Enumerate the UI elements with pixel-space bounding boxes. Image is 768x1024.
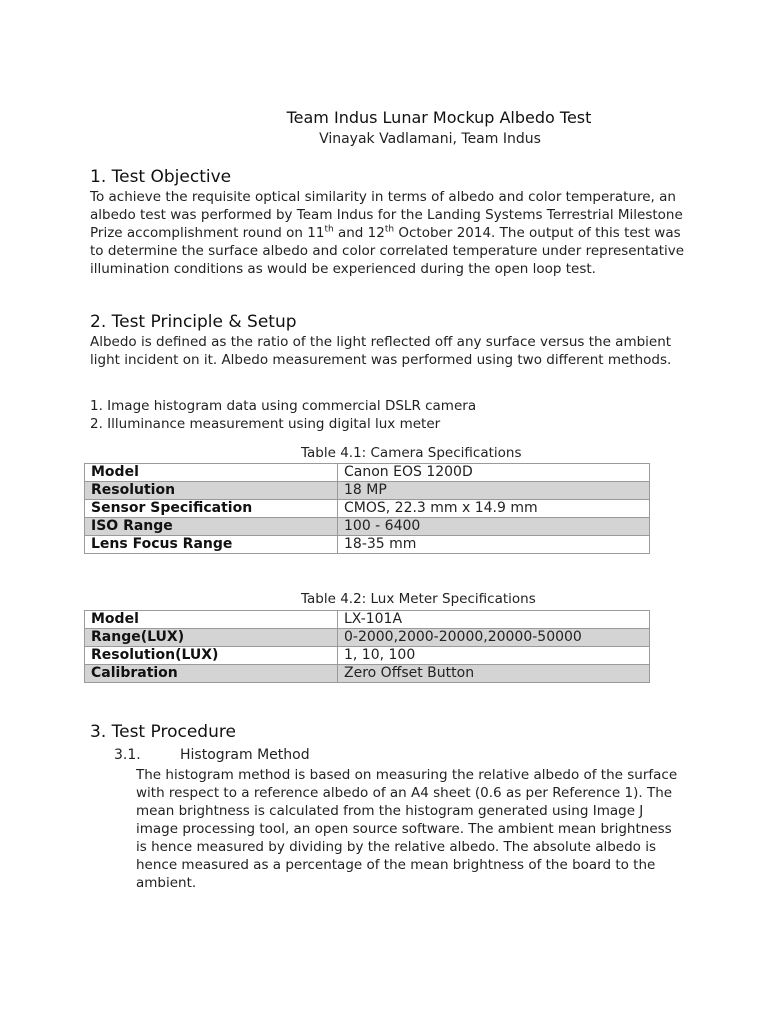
table-row bbox=[85, 536, 650, 554]
spec-key: Calibration bbox=[85, 665, 338, 683]
spec-key: Lens Focus Range bbox=[85, 536, 338, 554]
spec-value: 1, 10, 100 bbox=[338, 647, 650, 665]
lux-meter-spec-table bbox=[84, 610, 650, 683]
spec-value: 0-2000,2000-20000,20000-50000 bbox=[338, 629, 650, 647]
table-row bbox=[85, 611, 650, 629]
table-row bbox=[85, 482, 650, 500]
spec-key: Resolution(LUX) bbox=[85, 647, 338, 665]
superscript-th-1: th bbox=[324, 224, 334, 235]
spec-key: Model bbox=[85, 611, 338, 629]
spec-key: Resolution bbox=[85, 482, 338, 500]
table-row bbox=[85, 629, 650, 647]
objective-text-b: and 12 bbox=[333, 225, 385, 241]
camera-spec-table bbox=[84, 463, 650, 554]
section-heading-principle-setup: 2. Test Principle & Setup bbox=[90, 312, 297, 332]
section-heading-test-procedure: 3. Test Procedure bbox=[90, 722, 236, 742]
table-row bbox=[85, 464, 650, 482]
document-title: Team Indus Lunar Mockup Albedo Test bbox=[286, 108, 592, 127]
objective-paragraph bbox=[90, 188, 690, 278]
principle-paragraph: Albedo is defined as the ratio of the light reflected off any surface versus the ambient light incident on it. Albedo measurement was performed using two different methods. bbox=[90, 334, 672, 368]
method-list-item: 1. Image histogram data using commercial DSLR camera bbox=[90, 398, 477, 414]
table-row bbox=[85, 647, 650, 665]
superscript-th-2: th bbox=[384, 224, 395, 235]
spec-key: Model bbox=[85, 464, 338, 482]
spec-value: 100 - 6400 bbox=[338, 518, 650, 536]
subsection-number: 3.1. bbox=[114, 747, 141, 763]
spec-value: 18-35 mm bbox=[338, 536, 650, 554]
spec-value: CMOS, 22.3 mm x 14.9 mm bbox=[338, 500, 650, 518]
objective-text-c: October 2014. The output of this test was to determine the surface albedo and color correlated temperature under representative illumination conditions as would be experienced during the open loop test. bbox=[90, 225, 685, 277]
subsection-heading-histogram bbox=[114, 747, 310, 763]
table-row bbox=[85, 518, 650, 536]
spec-key: ISO Range bbox=[85, 518, 338, 536]
document-author: Vinayak Vadlamani, Team Indus bbox=[319, 131, 541, 147]
objective-text-a: To achieve the requisite optical similarity in terms of albedo and color temperature, an albedo test was performed by Team Indus for the Landing Systems Terrestrial Milestone Prize accomplishment round on 11 bbox=[90, 189, 683, 241]
table-caption-lux-meter: Table 4.2: Lux Meter Specifications bbox=[301, 591, 536, 607]
spec-value: 18 MP bbox=[338, 482, 650, 500]
spec-value: Zero Offset Button bbox=[338, 665, 650, 683]
spec-value: LX-101A bbox=[338, 611, 650, 629]
table-caption-camera: Table 4.1: Camera Specifications bbox=[301, 445, 522, 461]
section-heading-test-objective: 1. Test Objective bbox=[90, 167, 232, 187]
spec-key: Sensor Specification bbox=[85, 500, 338, 518]
histogram-method-paragraph: The histogram method is based on measuring the relative albedo of the surface with respect to a reference albedo of an A4 sheet (0.6 as per Reference 1). The mean brightness is calculated from the histogram generated using Image J image processing tool, an open source software. The ambient mean brightness is hence measured by dividing by the relative albedo. The absolute albedo is hence measured as a percentage of the mean brightness of the board to the ambient. bbox=[136, 767, 678, 891]
method-list-item: 2. Illuminance measurement using digital lux meter bbox=[90, 416, 441, 432]
spec-value: Canon EOS 1200D bbox=[338, 464, 650, 482]
subsection-title: Histogram Method bbox=[180, 747, 310, 763]
spec-key: Range(LUX) bbox=[85, 629, 338, 647]
table-row bbox=[85, 500, 650, 518]
table-row bbox=[85, 665, 650, 683]
